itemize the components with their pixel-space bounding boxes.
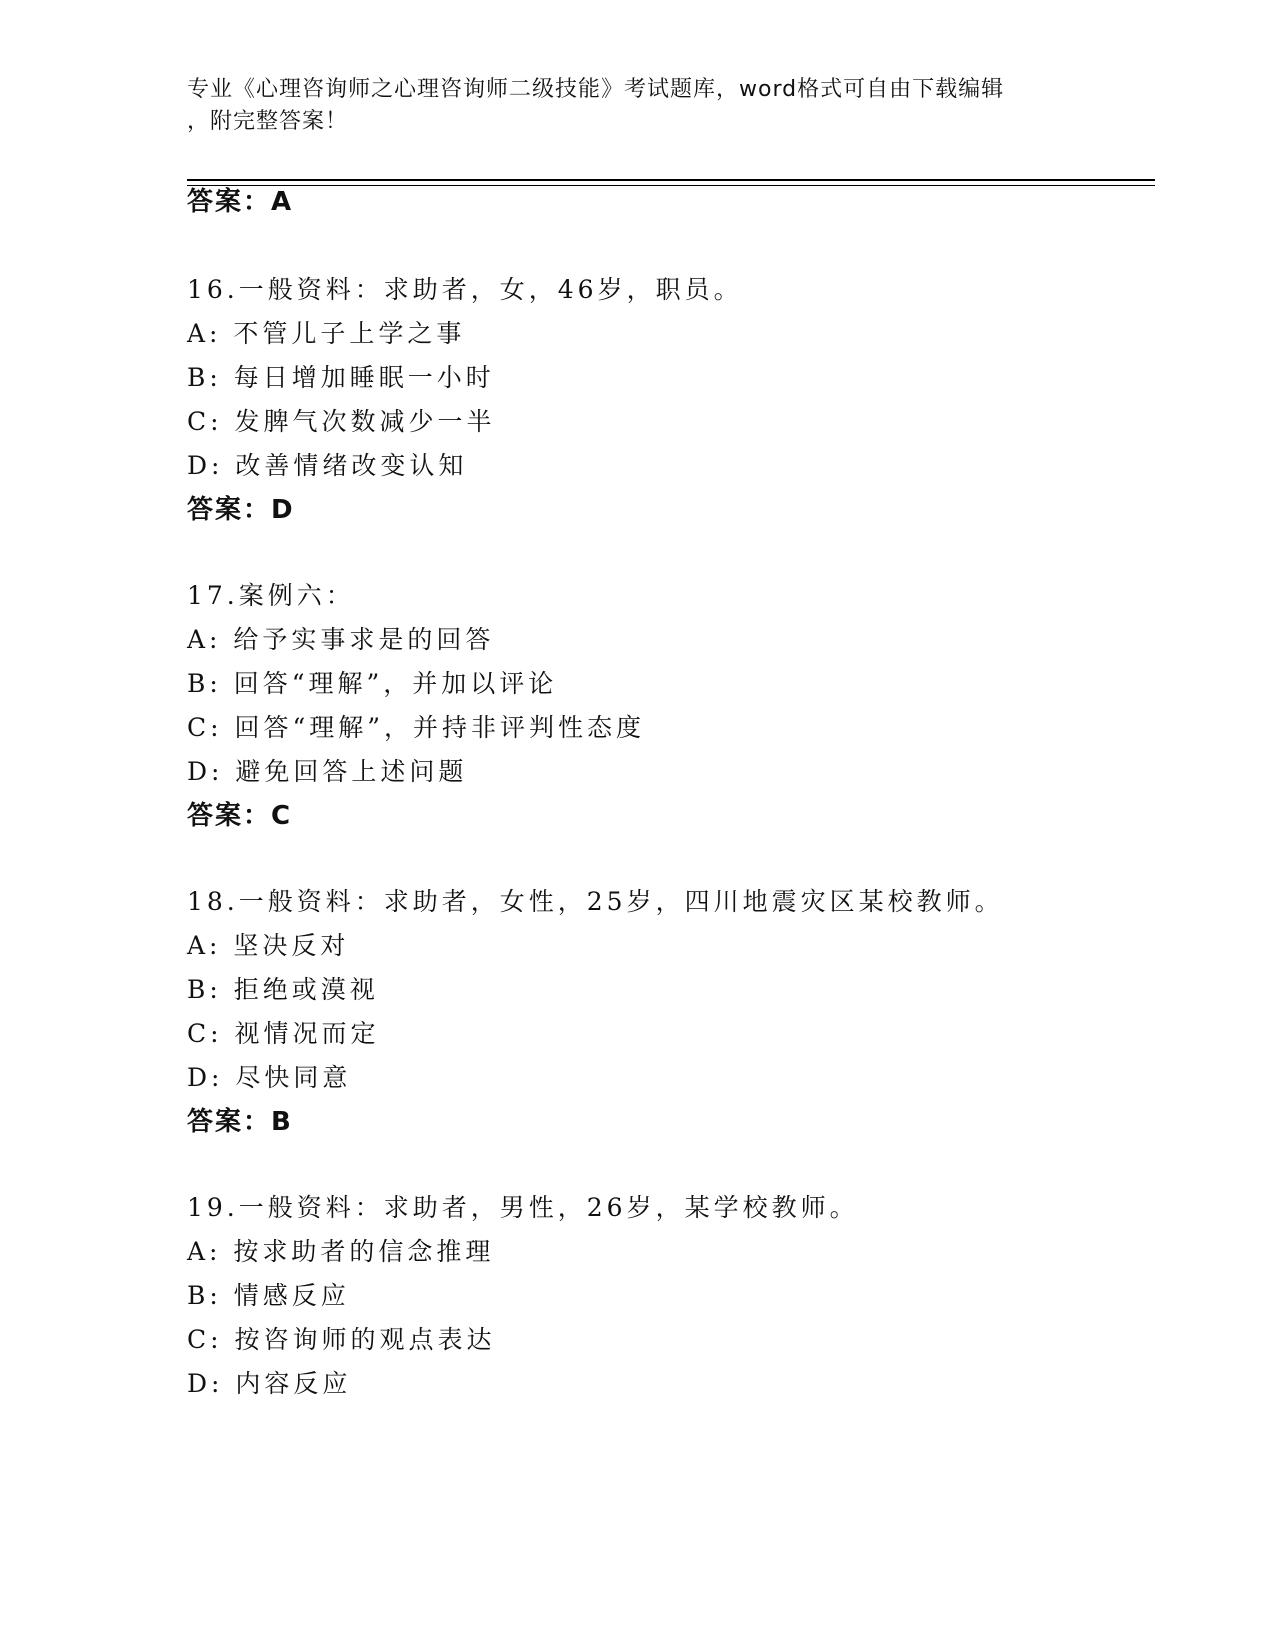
option-16-c: C: 发脾气次数减少一半: [187, 407, 496, 436]
option-18-b: B: 拒绝或漠视: [187, 975, 379, 1004]
option-17-c: C: 回答“理解”，并持非评判性态度: [187, 713, 646, 742]
answer-16: 答案：D: [187, 495, 295, 525]
option-16-a: A: 不管儿子上学之事: [187, 319, 466, 348]
option-18-a: A: 坚决反对: [187, 931, 350, 960]
option-16-b: B: 每日增加睡眠一小时: [187, 363, 495, 392]
question-stem-17: 17.案例六：: [187, 581, 355, 610]
option-17-b: B: 回答“理解”，并加以评论: [187, 669, 558, 698]
question-stem-16: 16.一般资料：求助者，女，46岁，职员。: [187, 275, 743, 304]
option-19-d: D: 内容反应: [187, 1369, 352, 1398]
answer-18: 答案：B: [187, 1107, 293, 1137]
option-19-a: A: 按求助者的信念推理: [187, 1237, 495, 1266]
header-divider: [187, 179, 1155, 181]
option-16-d: D: 改善情绪改变认知: [187, 451, 468, 480]
option-18-d: D: 尽快同意: [187, 1063, 352, 1092]
question-stem-18: 18.一般资料：求助者，女性，25岁，四川地震灾区某校教师。: [187, 887, 1004, 916]
answer-17: 答案：C: [187, 801, 293, 831]
question-stem-19: 19.一般资料：求助者，男性，26岁，某学校教师。: [187, 1193, 859, 1222]
option-17-a: A: 给予实事求是的回答: [187, 625, 495, 654]
header-divider-thin: [187, 185, 1155, 186]
document-header: [187, 74, 1087, 138]
option-19-c: C: 按咨询师的观点表达: [187, 1325, 496, 1354]
option-18-c: C: 视情况而定: [187, 1019, 380, 1048]
header-line-2: ，附完整答案！: [187, 109, 349, 134]
option-19-b: B: 情感反应: [187, 1281, 350, 1310]
option-17-d: D: 避免回答上述问题: [187, 757, 468, 786]
header-line-1: 专业《心理咨询师之心理咨询师二级技能》考试题库，word格式可自由下载编辑: [187, 77, 1005, 102]
answer-line: 答案：A: [187, 187, 294, 217]
